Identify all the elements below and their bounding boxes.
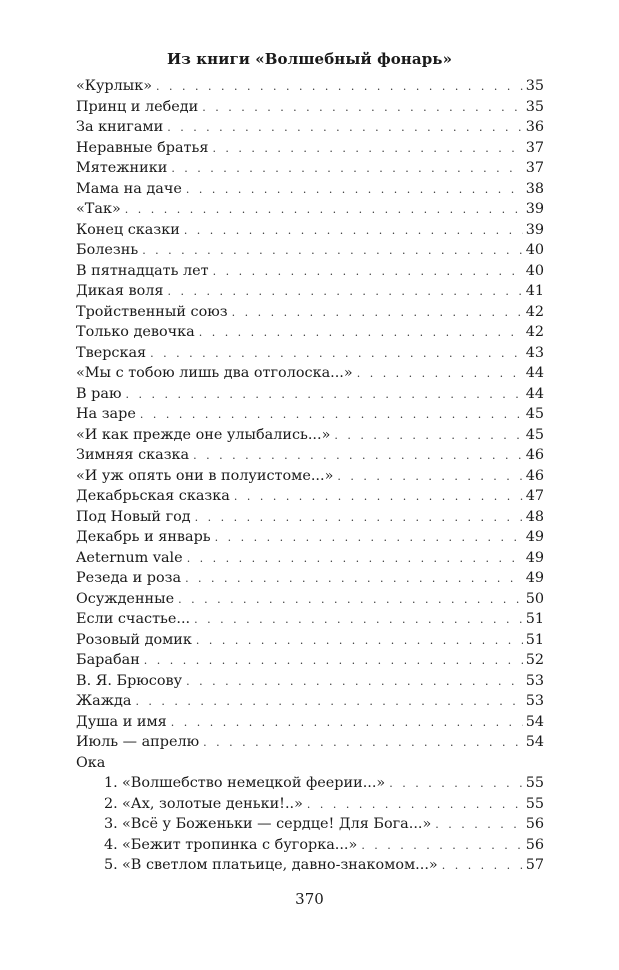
dot-leader <box>167 118 522 139</box>
toc-entry-title: Тройственный союз <box>76 303 228 320</box>
dot-leader <box>357 364 523 385</box>
toc-entry-title: Мятежники <box>76 160 168 176</box>
toc-entry <box>76 507 544 528</box>
toc-entry-title: «И как прежде оне улыбались...» <box>76 426 331 443</box>
dot-leader <box>156 77 523 98</box>
toc-entry-page: 41 <box>525 283 544 299</box>
toc-entry-title: Если счастье... <box>76 611 191 627</box>
dot-leader <box>195 508 523 529</box>
toc-entry-page: 56 <box>525 816 544 832</box>
toc-entry <box>76 179 544 200</box>
toc-subentry-title <box>104 794 307 815</box>
toc-entry <box>76 650 544 671</box>
dot-leader <box>193 446 523 467</box>
toc-entry <box>76 76 544 97</box>
toc-entry <box>76 281 544 302</box>
toc-entry <box>76 384 544 405</box>
dot-leader <box>186 672 523 693</box>
toc-subentry-number: 2. <box>104 795 118 812</box>
toc-entry-title: Болезнь <box>76 242 139 258</box>
toc-subentry <box>76 855 544 876</box>
toc-entry <box>76 445 544 466</box>
dot-leader <box>212 139 522 160</box>
toc-entry-page: 48 <box>525 508 544 525</box>
toc-entry <box>76 117 544 138</box>
toc-entry-title: Мама на даче <box>76 180 182 197</box>
dot-leader <box>199 323 523 344</box>
toc-entry-title: Aeternum vale <box>76 549 183 566</box>
toc-entry <box>76 691 544 712</box>
toc-entry-page: 40 <box>525 242 544 258</box>
toc-entry-page: 47 <box>525 488 544 504</box>
toc-entry-page: 35 <box>525 78 544 94</box>
toc-entry <box>76 97 544 118</box>
toc-entry-page: 44 <box>525 365 544 381</box>
toc-entry-title: Декабрьская сказка <box>76 488 230 504</box>
toc-subentry <box>76 835 544 856</box>
toc-entry-page: 50 <box>525 590 544 607</box>
toc-entry-title: Под Новый год <box>76 508 191 525</box>
toc-subentry <box>76 794 544 815</box>
toc-entry-title: В. Я. Брюсову <box>76 672 183 689</box>
toc-entry-page: 35 <box>525 98 544 115</box>
toc-entry-page: 39 <box>525 201 544 217</box>
toc-entry-page: 42 <box>525 303 544 320</box>
toc-section-heading: Ока <box>76 754 106 771</box>
toc-entry-title: Барабан <box>76 652 140 668</box>
dot-leader <box>334 426 522 447</box>
toc-subentry-text: «Волшебство немецкой феерии...» <box>122 775 386 791</box>
toc-entry <box>76 363 544 384</box>
toc-entry <box>76 671 544 692</box>
toc-entry-page: 49 <box>525 529 544 545</box>
toc-entry <box>76 240 544 261</box>
dot-leader <box>125 385 522 406</box>
toc-entry-title: «Так» <box>76 201 121 217</box>
toc-subentry-text: «Бежит тропинка с бугорка...» <box>122 836 358 853</box>
dot-leader <box>435 815 522 836</box>
dot-leader <box>184 221 523 242</box>
toc-entry <box>76 609 544 630</box>
toc-subentry-title <box>104 814 435 835</box>
dot-leader <box>168 282 523 303</box>
toc-subentry-number: 3. <box>104 816 118 832</box>
toc-entry-page: 40 <box>525 262 544 279</box>
dot-leader <box>178 590 523 611</box>
toc-subentry-text: «Ах, золотые деньки!..» <box>122 795 303 812</box>
toc-entry <box>76 466 544 487</box>
toc-entry-page: 46 <box>525 447 544 463</box>
toc-entry-title: В пятнадцать лет <box>76 262 209 279</box>
section-title: Из книги «Волшебный фонарь» <box>166 50 453 68</box>
toc-entry <box>76 548 544 569</box>
toc-subentry-text: «В светлом платьице, давно-знакомом...» <box>122 857 438 873</box>
toc-entry-page: 51 <box>525 611 544 627</box>
toc-subentry-number: 5. <box>104 857 118 873</box>
toc-entry <box>76 732 544 753</box>
toc-entry-page: 51 <box>525 631 544 648</box>
dot-leader <box>140 405 523 426</box>
toc-entry-page: 54 <box>525 734 544 750</box>
dot-leader <box>186 180 523 201</box>
toc-entry-title: «Курлык» <box>76 78 153 94</box>
dot-leader <box>135 692 522 713</box>
toc-subentry-title <box>104 835 361 856</box>
toc-entry-title: Зимняя сказка <box>76 447 190 463</box>
toc-entry <box>76 404 544 425</box>
toc-entry-page: 57 <box>525 857 544 873</box>
page-number: 370 <box>295 890 324 908</box>
dot-leader <box>234 487 523 508</box>
toc-entry-title: Душа и имя <box>76 713 167 730</box>
toc-entry-title: Декабрь и январь <box>76 529 211 545</box>
dot-leader <box>215 528 523 549</box>
toc-entry-title: «Мы с тобою лишь два отголоска...» <box>76 365 353 381</box>
dot-leader <box>232 303 523 324</box>
toc-entry-page: 46 <box>525 467 544 484</box>
toc-entry <box>76 425 544 446</box>
toc-entry <box>76 302 544 323</box>
toc-entry-page: 56 <box>525 836 544 853</box>
toc-entry <box>76 527 544 548</box>
toc-entry <box>76 589 544 610</box>
toc-entry-page: 38 <box>525 180 544 197</box>
toc-entry-title: Конец сказки <box>76 221 180 238</box>
toc-subentry-title <box>104 855 442 876</box>
toc-entry-title: Июль — апрелю <box>76 734 200 750</box>
toc-entry <box>76 343 544 364</box>
toc-subentry <box>76 814 544 835</box>
toc-entry-page: 43 <box>525 344 544 361</box>
dot-leader <box>389 774 522 795</box>
toc-entry <box>76 712 544 733</box>
toc-entry <box>76 220 544 241</box>
dot-leader <box>361 836 522 857</box>
toc-entry-page: 52 <box>525 652 544 668</box>
dot-leader <box>196 631 523 652</box>
toc-entry-page: 55 <box>525 775 544 791</box>
toc-entry-page: 37 <box>525 160 544 176</box>
dot-leader <box>150 344 523 365</box>
toc-subentry-number: 1. <box>104 775 118 791</box>
toc-entry-page: 44 <box>525 385 544 402</box>
toc-entry-page: 36 <box>525 119 544 135</box>
toc-entry-page: 37 <box>525 139 544 156</box>
toc-entry-title: Принц и лебеди <box>76 98 199 115</box>
dot-leader <box>144 651 523 672</box>
toc-entry-title: Розовый домик <box>76 631 192 648</box>
dot-leader <box>187 549 523 570</box>
toc-entry-title: Жажда <box>76 693 132 709</box>
toc-entry-page: 45 <box>525 426 544 443</box>
toc-entry <box>76 322 544 343</box>
toc-entry <box>76 486 544 507</box>
dot-leader <box>213 262 523 283</box>
toc-entry-title: Резеда и роза <box>76 570 182 586</box>
dot-leader <box>202 98 522 119</box>
toc-subentry <box>76 773 544 794</box>
toc-entry <box>76 568 544 589</box>
toc-entry-page: 53 <box>525 672 544 689</box>
toc-entry <box>76 261 544 282</box>
table-of-contents <box>76 76 544 876</box>
toc-entry-title: За книгами <box>76 119 164 135</box>
dot-leader <box>203 733 523 754</box>
dot-leader <box>307 795 523 816</box>
dot-leader <box>442 856 523 877</box>
toc-entry-page: 53 <box>525 693 544 709</box>
toc-entry <box>76 630 544 651</box>
dot-leader <box>125 200 523 221</box>
toc-entry-page: 49 <box>525 549 544 566</box>
dot-leader <box>171 159 522 180</box>
toc-entry-title: Дикая воля <box>76 283 164 299</box>
dot-leader <box>185 569 523 590</box>
toc-entry-page: 54 <box>525 713 544 730</box>
dot-leader <box>142 241 523 262</box>
dot-leader <box>194 610 523 631</box>
toc-entry-page: 45 <box>525 406 544 422</box>
toc-subentry-text: «Всё у Боженьки — сердце! Для Бога...» <box>122 816 432 832</box>
toc-entry-title: Тверская <box>76 344 147 361</box>
toc-entry-title: Осужденные <box>76 590 175 607</box>
dot-leader <box>337 467 522 488</box>
toc-entry-title: Только девочка <box>76 324 195 340</box>
toc-entry-title: В раю <box>76 385 122 402</box>
toc-entry <box>76 158 544 179</box>
toc-entry-page: 49 <box>525 570 544 586</box>
toc-entry <box>76 199 544 220</box>
toc-entry <box>76 138 544 159</box>
toc-entry-title: На заре <box>76 406 136 422</box>
dot-leader <box>171 713 523 734</box>
toc-subentry-number: 4. <box>104 836 118 853</box>
toc-entry-page: 55 <box>525 795 544 812</box>
toc-entry-page: 42 <box>525 324 544 340</box>
toc-entry-title: «И уж опять они в полуистоме...» <box>76 467 334 484</box>
toc-entry-page: 39 <box>525 221 544 238</box>
toc-entry-title: Неравные братья <box>76 139 209 156</box>
toc-subentry-title <box>104 773 389 794</box>
